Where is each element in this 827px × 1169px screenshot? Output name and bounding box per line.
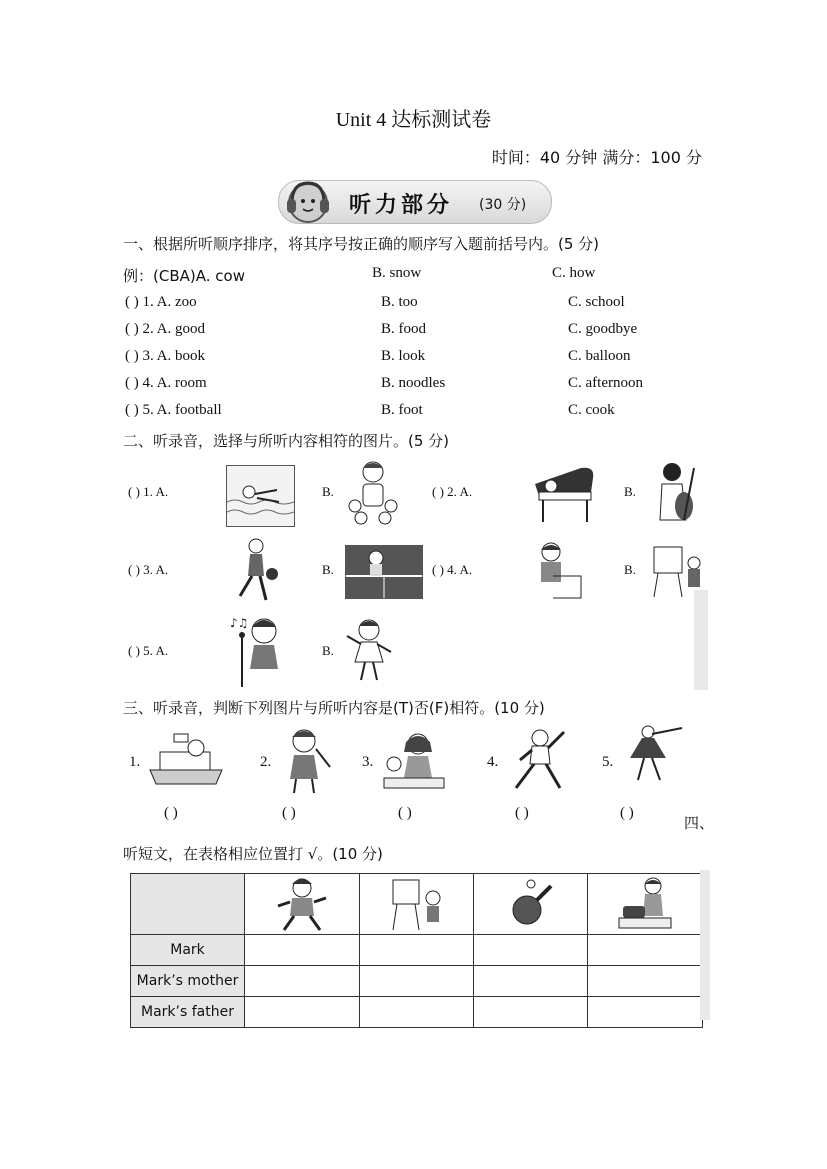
s1-row-3-c: C. balloon — [568, 348, 631, 364]
piano-picture — [531, 462, 597, 524]
s3-num-1: 1. — [129, 754, 141, 770]
s2-item-2-b: B. — [624, 484, 636, 499]
dancing-girl-picture — [343, 616, 395, 684]
header-pingpong-cell — [474, 874, 588, 935]
table-corner — [131, 874, 245, 935]
banner-score: (30 分) — [479, 197, 527, 213]
header-kungfu-cell — [245, 874, 360, 935]
headphones-icon — [281, 175, 335, 229]
answer-cell[interactable] — [474, 935, 588, 966]
table-row — [131, 966, 703, 997]
s2-item-1-b: B. — [322, 484, 334, 499]
table-row — [131, 997, 703, 1028]
s2-item-5-b: B. — [322, 643, 334, 658]
banner-title: 听力部分 — [349, 193, 454, 218]
answer-cell[interactable] — [474, 997, 588, 1028]
row-label-marks-father: Mark’s father — [131, 997, 245, 1028]
answer-cell[interactable] — [474, 966, 588, 997]
drawing-boy-picture — [387, 876, 447, 932]
s1-row-4-c: C. afternoon — [568, 375, 643, 391]
answer-cell[interactable] — [588, 997, 703, 1028]
s1-row-5: ( ) 5. A. football — [125, 402, 222, 418]
listening-banner — [278, 180, 552, 224]
sleeping-boy-picture — [146, 730, 226, 790]
header-cooking-cell — [588, 874, 703, 935]
s1-row-4: ( ) 4. A. room — [125, 375, 207, 391]
kungfu-boy-picture — [272, 876, 332, 932]
answer-cell[interactable] — [245, 935, 360, 966]
s2-item-5-label: ( ) 5. A. — [128, 643, 169, 658]
section3-heading: 三、听录音，判断下列图片与所听内容是(T)否(F)相符。(10 分) — [123, 699, 545, 717]
violin-girl-picture — [280, 727, 332, 795]
s1-row-3-b: B. look — [381, 348, 426, 364]
s1-row-5-b: B. foot — [381, 402, 423, 418]
basketball-picture — [226, 536, 286, 606]
scan-artifact — [694, 590, 708, 690]
s1-row-1-b: B. too — [381, 294, 418, 310]
mother-child-picture — [382, 730, 446, 790]
singing-girl-picture — [228, 613, 290, 689]
s3-num-4: 4. — [487, 754, 499, 770]
answer-cell[interactable] — [245, 997, 360, 1028]
answer-cell[interactable] — [360, 997, 474, 1028]
ballet-dancer-picture — [620, 724, 690, 784]
section4-number: 四、 — [684, 814, 715, 832]
section4-heading: 听短文，在表格相应位置打 √。(10 分) — [123, 845, 383, 863]
answer-cell[interactable] — [360, 966, 474, 997]
example-option-b: B. snow — [372, 265, 422, 281]
exam-meta: 时间：40 分钟 满分：100 分 — [491, 148, 702, 167]
cello-picture — [654, 460, 704, 528]
answer-cell[interactable] — [245, 966, 360, 997]
kungfu-man-picture — [510, 726, 568, 794]
s3-blank-5[interactable]: ( ) — [620, 805, 634, 821]
cooking-woman-picture — [615, 876, 675, 932]
row-label-marks-mother: Mark’s mother — [131, 966, 245, 997]
page-title: Unit 4 达标测试卷 — [335, 109, 492, 131]
ping-pong-picture — [345, 545, 423, 599]
example-option-c: C. how — [552, 265, 596, 281]
answer-cell[interactable] — [360, 935, 474, 966]
svg-text:♪♫: ♪♫ — [230, 616, 249, 630]
s1-row-2: ( ) 2. A. good — [125, 321, 205, 337]
example-prefix: 例：(CBA)A. cow — [123, 267, 245, 285]
s3-blank-4[interactable]: ( ) — [515, 805, 529, 821]
row-label-mark: Mark — [131, 935, 245, 966]
s1-row-5-c: C. cook — [568, 402, 615, 418]
s2-item-2-label: ( ) 2. A. — [432, 484, 473, 499]
s1-row-1-c: C. school — [568, 294, 625, 310]
s2-item-3-b: B. — [322, 562, 334, 577]
s1-row-1: ( ) 1. A. zoo — [125, 294, 197, 310]
s3-blank-2[interactable]: ( ) — [282, 805, 296, 821]
s3-blank-1[interactable]: ( ) — [164, 805, 178, 821]
s3-num-2: 2. — [260, 754, 272, 770]
s3-num-5: 5. — [602, 754, 614, 770]
s2-item-3-label: ( ) 3. A. — [128, 562, 169, 577]
table-header-row — [131, 874, 703, 935]
table-row — [131, 935, 703, 966]
s1-row-4-b: B. noodles — [381, 375, 446, 391]
drawing-girl-picture — [531, 540, 583, 600]
boy-playing-picture — [345, 458, 405, 526]
section1-heading: 一、根据所听顺序排序，将其序号按正确的顺序写入题前括号内。(5 分) — [123, 235, 600, 253]
s3-blank-3[interactable]: ( ) — [398, 805, 412, 821]
answer-cell[interactable] — [588, 966, 703, 997]
ping-pong-paddle-picture — [501, 876, 561, 932]
s2-item-1-label: ( ) 1. A. — [128, 484, 169, 499]
s1-row-2-c: C. goodbye — [568, 321, 638, 337]
answer-cell[interactable] — [588, 935, 703, 966]
s1-row-3: ( ) 3. A. book — [125, 348, 205, 364]
header-drawing-cell — [360, 874, 474, 935]
answer-table — [130, 873, 703, 1028]
s3-num-3: 3. — [362, 754, 374, 770]
s2-item-4-b: B. — [624, 562, 636, 577]
swimming-picture — [226, 465, 295, 527]
section2-heading: 二、听录音，选择与所听内容相符的图片。(5 分) — [123, 432, 450, 450]
s1-row-2-b: B. food — [381, 321, 426, 337]
scan-artifact — [700, 870, 710, 1020]
s2-item-4-label: ( ) 4. A. — [432, 562, 473, 577]
